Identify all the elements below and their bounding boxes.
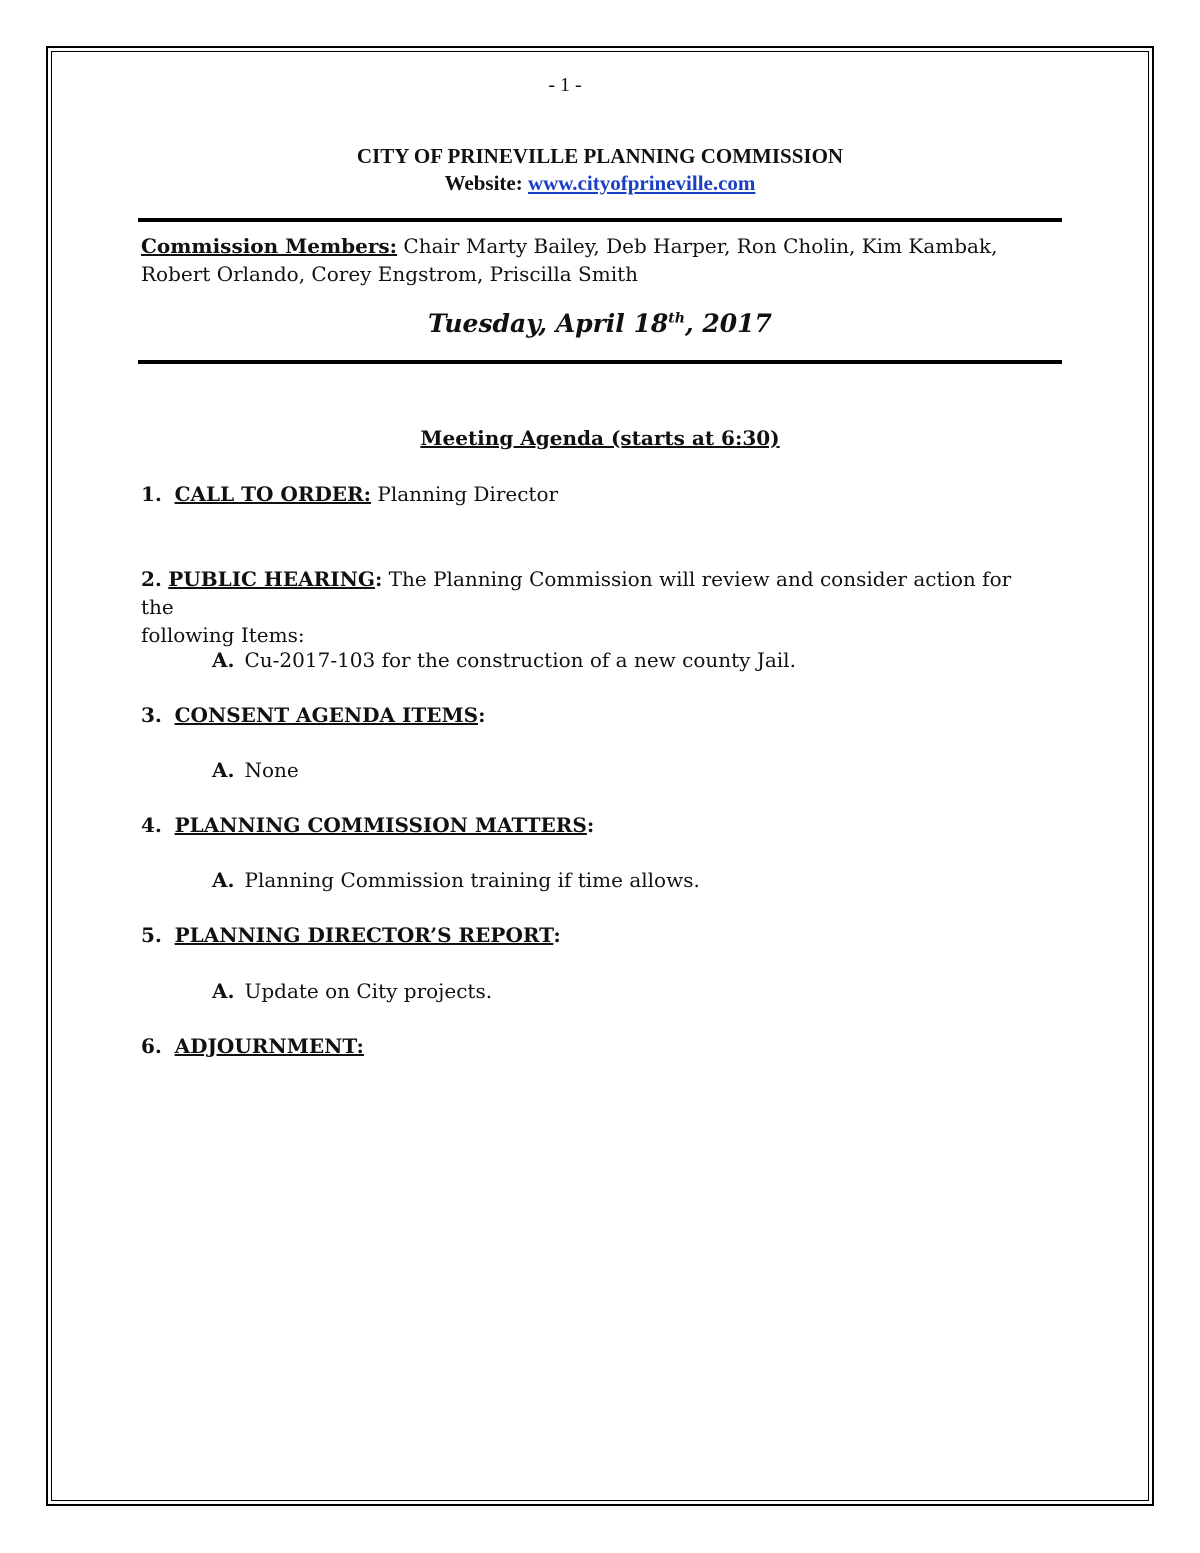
item-colon: :	[374, 567, 383, 591]
website-line	[0, 171, 1200, 196]
item-heading: CALL TO ORDER:	[174, 482, 372, 506]
item-number: 3.	[141, 703, 162, 727]
item-text: The Planning Commission will review and consider action for the	[141, 567, 1012, 619]
agenda-item-5	[141, 923, 561, 947]
sub-letter: A.	[212, 648, 235, 672]
date-suffix: th	[668, 310, 685, 327]
item-number: 6.	[141, 1034, 162, 1058]
item-text: Planning Director	[371, 482, 559, 506]
agenda-item-4	[141, 813, 594, 837]
commission-members	[141, 232, 1041, 288]
item-heading: PLANNING COMMISSION MATTERS	[174, 813, 587, 837]
organization-title: CITY OF PRINEVILLE PLANNING COMMISSION	[356, 144, 844, 168]
item-heading: CONSENT AGENDA ITEMS	[174, 703, 479, 727]
item-colon: :	[586, 813, 595, 837]
item-text-line2: following Items:	[141, 623, 305, 647]
sub-letter: A.	[212, 868, 235, 892]
website-link[interactable]: www.cityofprineville.com	[527, 171, 756, 195]
item-number: 4.	[141, 813, 162, 837]
agenda-title: Meeting Agenda (starts at 6:30)	[420, 426, 780, 450]
sub-text: Update on City projects.	[244, 979, 493, 1003]
item-number: 2.	[141, 567, 162, 591]
sub-text: Cu-2017-103 for the construction of a new county Jail.	[244, 648, 796, 672]
members-line2: Robert Orlando, Corey Engstrom, Priscilla Smith	[141, 262, 639, 286]
divider-bottom	[138, 360, 1062, 364]
item-heading: PUBLIC HEARING	[168, 567, 375, 591]
agenda-item-1	[141, 482, 558, 506]
sub-letter: A.	[212, 758, 235, 782]
members-line1: Chair Marty Bailey, Deb Harper, Ron Cholin, Kim Kambak,	[397, 234, 998, 258]
date-year: , 2017	[684, 309, 772, 338]
item-heading: PLANNING DIRECTOR’S REPORT	[174, 923, 554, 947]
meeting-date	[0, 309, 1200, 338]
website-label: Website:	[444, 171, 528, 195]
sub-text: Planning Commission training if time allows.	[244, 868, 700, 892]
agenda-item-6	[141, 1034, 364, 1058]
item-number: 5.	[141, 923, 162, 947]
agenda-item-5-sub-a	[212, 979, 492, 1003]
sub-letter: A.	[212, 979, 235, 1003]
item-colon: :	[553, 923, 561, 947]
item-colon: :	[478, 703, 486, 727]
page-number: - 1 -	[548, 74, 582, 96]
sub-text: None	[244, 758, 299, 782]
item-number: 1.	[141, 482, 162, 506]
agenda-item-2	[141, 565, 1041, 649]
item-heading: ADJOURNMENT:	[174, 1034, 364, 1058]
date-prefix: Tuesday, April 18	[428, 309, 669, 338]
divider-top	[138, 218, 1062, 222]
agenda-item-3-sub-a	[212, 758, 299, 782]
agenda-item-3	[141, 703, 485, 727]
members-label: Commission Members:	[141, 234, 398, 258]
agenda-item-2-sub-a	[212, 648, 796, 672]
agenda-item-4-sub-a	[212, 868, 700, 892]
